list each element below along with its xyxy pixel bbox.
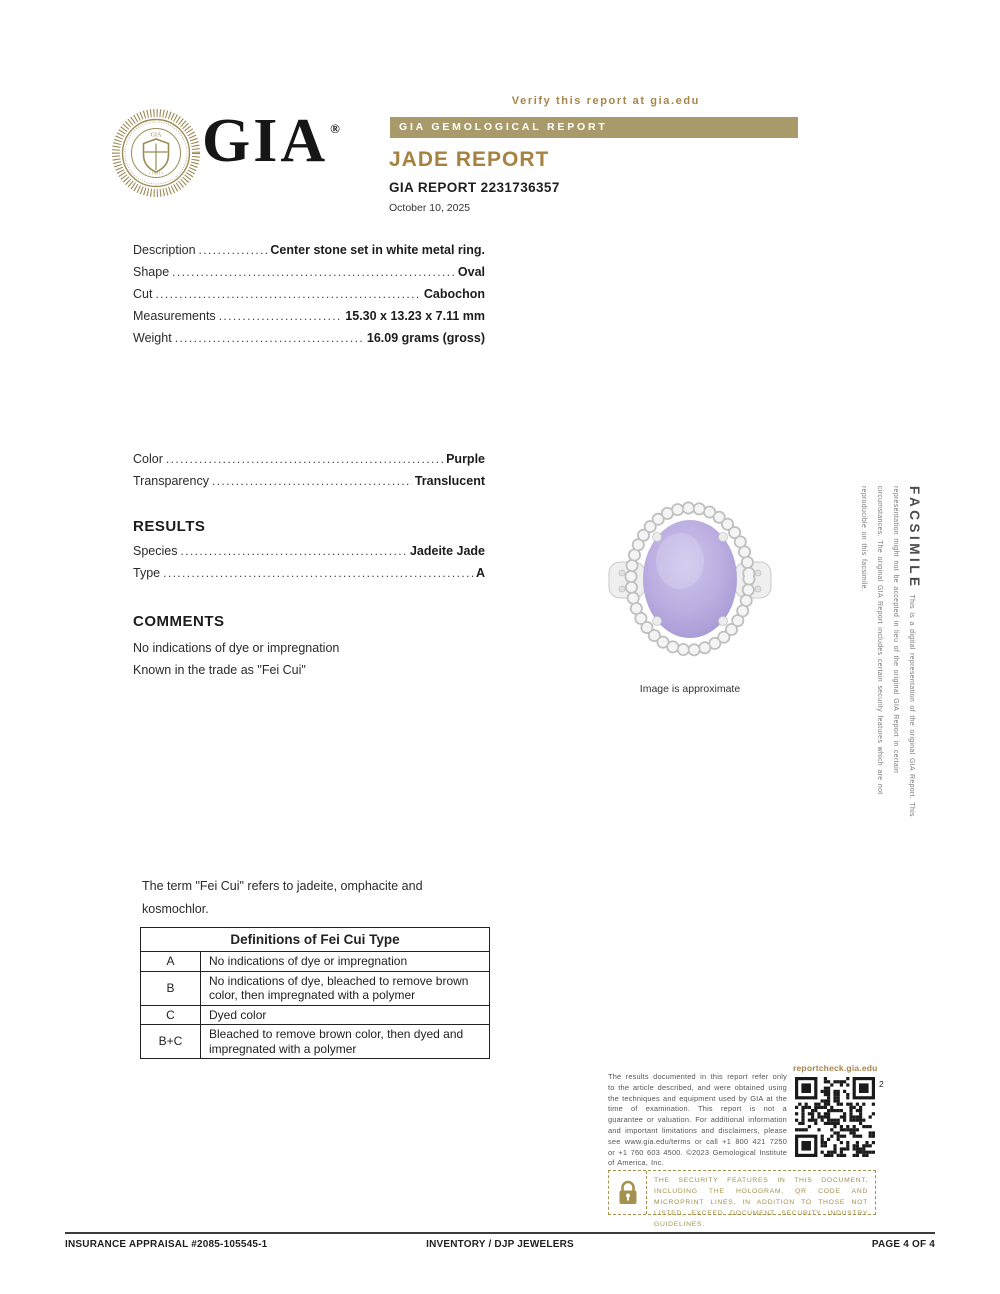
type-cell: A [141, 952, 201, 972]
footer-inventory: INVENTORY / DJP JEWELERS [426, 1239, 574, 1250]
qr-code [795, 1077, 875, 1157]
security-notice-box [608, 1170, 876, 1228]
table-row [141, 1025, 490, 1059]
padlock-icon [609, 1171, 647, 1214]
dotted-leader [212, 474, 412, 488]
comment-line: Known in the trade as "Fei Cui" [133, 663, 306, 677]
qr-page-indicator: 2 [879, 1079, 884, 1089]
spec-row-color: Color ..... Purple [133, 452, 485, 474]
spec-row-weight: Weight ..... 16.09 grams (gross) [133, 331, 485, 353]
verify-report-text: Verify this report at gia.edu [511, 95, 700, 107]
spec-row-transparency: Transparency ..... Translucent [133, 474, 485, 496]
spec-row-shape: Shape ..... Oval [133, 265, 485, 287]
type-cell: C [141, 1005, 201, 1025]
reportcheck-url: reportcheck.gia.edu [793, 1063, 878, 1073]
disclaimer-text: The results documented in this report refer only to the article described, and were obtained using the techniques and equipment used by GIA at the time of examination. This report is not a guarantee or valuation. For additional information and important limitations and disclaimers, please see www.gia.edu/terms or call +1 800 421 7250 or +1 760 603 4500. ©2023 Gemological Institute of America, Inc. [608, 1072, 787, 1168]
footer-appraisal-number: INSURANCE APPRAISAL #2085-105545-1 [65, 1239, 268, 1250]
fei-cui-note: The term "Fei Cui" refers to jadeite, omphacite and kosmochlor. [142, 879, 423, 916]
definition-cell: Bleached to remove brown color, then dyed and impregnated with a polymer [201, 1025, 490, 1059]
dotted-leader [175, 331, 364, 345]
spec-row-cut: Cut ..... Cabochon [133, 287, 485, 309]
dotted-leader [219, 309, 343, 323]
registered-mark: ® [330, 121, 340, 136]
type-cell: B+C [141, 1025, 201, 1059]
table-row [141, 971, 490, 1005]
dotted-leader [199, 243, 268, 257]
gia-seal-icon [111, 108, 201, 198]
footer-divider [65, 1232, 935, 1234]
report-date: October 10, 2025 [389, 202, 471, 214]
gemological-report-banner: GIA GEMOLOGICAL REPORT [390, 117, 798, 138]
results-heading: RESULTS [133, 518, 206, 535]
image-caption: Image is approximate [639, 683, 741, 695]
table-row [141, 1005, 490, 1025]
dotted-leader [155, 287, 420, 301]
appearance-section [133, 452, 485, 496]
table-title: Definitions of Fei Cui Type [141, 928, 490, 952]
footer-page-number: PAGE 4 OF 4 [871, 1239, 935, 1250]
report-title: JADE REPORT [389, 148, 550, 171]
report-number: GIA REPORT 2231736357 [389, 180, 560, 195]
table-row [141, 952, 490, 972]
svg-text:• 1931 •: • 1931 • [148, 170, 164, 176]
definition-cell: Dyed color [201, 1005, 490, 1025]
results-section [133, 544, 485, 588]
spec-row-species: Species ..... Jadeite Jade [133, 544, 485, 566]
comments-section [133, 637, 339, 681]
dotted-leader [166, 452, 443, 466]
spec-row-description: Description ..... Center stone set in white metal ring. [133, 243, 485, 265]
dotted-leader [172, 265, 455, 279]
comment-line: No indications of dye or impregnation [133, 641, 340, 655]
security-notice-text: THE SECURITY FEATURES IN THIS DOCUMENT, INCLUDING THE HOLOGRAM, QR CODE AND MICROPRINT LINES, IN ADDITION TO THOSE NOT LISTED, EXCEED DOCUMENT SECURITY INDUSTRY GUIDELINES. [654, 1177, 868, 1228]
dotted-leader [180, 544, 406, 558]
definition-cell: No indications of dye or impregnation [201, 952, 490, 972]
gia-logotype: GIA ® [202, 107, 340, 175]
comments-heading: COMMENTS [133, 613, 225, 630]
dotted-leader [163, 566, 473, 580]
fei-cui-definitions-table [140, 927, 490, 1059]
svg-text:GIA: GIA [150, 132, 162, 139]
definition-cell: No indications of dye, bleached to remove brown color, then impregnated with a polymer [201, 971, 490, 1005]
facsimile-text: This is a digital representation of the original GIA Report. This representation might not be accepted in lieu of the original GIA Report in certain circumstances. The original GIA Report includes certain security features which are not reproducible on this facsimile. [860, 486, 915, 817]
ring-photo [606, 483, 774, 675]
spec-row-type: Type ..... A [133, 566, 485, 588]
identification-section [133, 243, 485, 353]
facsimile-strip [857, 486, 921, 823]
spec-row-measurements: Measurements ..... 15.30 x 13.23 x 7.11 mm [133, 309, 485, 331]
type-cell: B [141, 971, 201, 1005]
facsimile-title: FACSIMILE [907, 486, 922, 590]
